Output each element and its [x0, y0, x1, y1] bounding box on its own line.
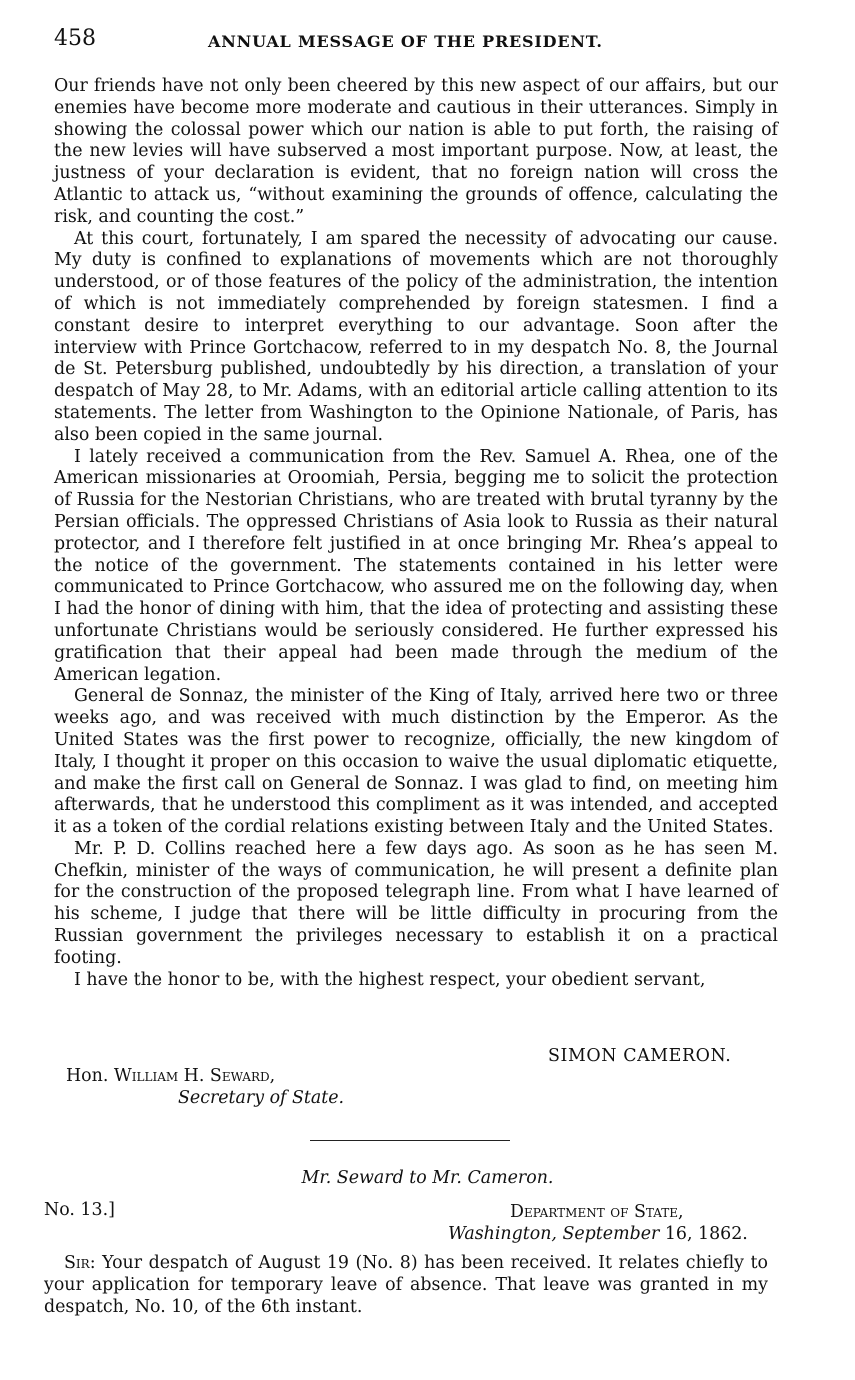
- page-number: 458: [54, 26, 96, 51]
- paragraph-4: General de Sonnaz, the minister of the King of Italy, arrived here two or three weeks ago, and was received with much distinction by the Emperor. As the United States was the first power to recognize, officially, the new kingdom of Italy, I thought it proper on this occasion to waive the usual diplomatic etiquette, and make the first call on General de Sonnaz. I was glad to find, on meeting him afterwards, that he understood this compliment as it was intended, and accepted it as a token of the cordial relations existing between Italy and the United States.: [54, 686, 778, 838]
- signature: SIMON CAMERON.: [548, 1046, 732, 1066]
- section-divider: [310, 1140, 510, 1141]
- despatch-number: No. 13.]: [44, 1200, 115, 1220]
- salutation: Sir: [64, 1253, 90, 1273]
- department-line: Department of State,: [510, 1202, 684, 1222]
- closing-line: I have the honor to be, with the highest respect, your obedient servant,: [74, 969, 706, 990]
- letter-heading: Mr. Seward to Mr. Cameron.: [301, 1168, 554, 1188]
- addressee-hon: Hon.: [66, 1066, 109, 1086]
- reply-text: : Your despatch of August 19 (No. 8) has been received. It relates chiefly to your application for temporary leave of absence. That leave was granted in my despatch, No. 10, of the 6th instant.: [44, 1253, 768, 1317]
- reply-body: [44, 1253, 768, 1318]
- running-title: ANNUAL MESSAGE OF THE PRESIDENT.: [208, 32, 603, 51]
- paragraph-5: Mr. P. D. Collins reached here a few days ago. As soon as he has seen M. Chefkin, minister of the ways of communication, he will present a definite plan for the construction of the proposed telegraph line. From what I have learned of his scheme, I judge that there will be little difficulty in procuring from the Russian government the privileges necessary to establish it on a practical footing.: [54, 838, 778, 968]
- paragraph-1: Our friends have not only been cheered by this new aspect of our affairs, but our enemies have become more moderate and cautious in their utterances. Simply in showing the colossal power which our nation is able to put forth, the raising of the new levies will have subserved a most important purpose. Now, at least, the justness of your declaration is evident, that no foreign nation will cross the Atlantic to attack us, “without examining the grounds of offence, calculating the risk, and counting the cost.”: [54, 76, 778, 227]
- addressee-title: Secretary of State.: [178, 1088, 345, 1108]
- addressee-name: William H. Seward,: [113, 1066, 276, 1086]
- paragraph-3: I lately received a communication from the Rev. Samuel A. Rhea, one of the American missionaries at Oroomiah, Persia, begging me to solicit the protection of Russia for the Nestorian Christians, who are treated with brutal tyranny by the Persian officials. The oppressed Christians of Asia look to Russia as their natural protector, and I therefore felt justified in at once bringing Mr. Rhea’s appeal to the notice of the government. The statements contained in his letter were communicated to Prince Gortchacow, who assured me on the following day, when I had the honor of dining with him, that the idea of protecting and assisting these unfortunate Christians would be seriously considered. He further expressed his gratification that their appeal had been made through the medium of the American legation.: [54, 446, 778, 685]
- place-text: Washington, September: [448, 1224, 660, 1244]
- addressee: [66, 1066, 275, 1086]
- place-date-line: [448, 1224, 748, 1244]
- reply-paragraph: [44, 1253, 768, 1318]
- page-header: [54, 26, 774, 54]
- letter-body: [54, 76, 778, 991]
- paragraph-2: At this court, fortunately, I am spared the necessity of advocating our cause. My duty is confined to explanations of movements which are not thoroughly understood, or of those features of the policy of the administration, the intention of which is not immediately comprehended by foreign statesmen. I find a constant desire to interpret everything to our advantage. Soon after the interview with Prince Gortchacow, referred to in my despatch No. 8, the Journal de St. Petersburg published, undoubtedly by his direction, a translation of your despatch of May 28, to Mr. Adams, with an editorial article calling attention to its statements. The letter from Washington to the Opinione Nationale, of Paris, has also been copied in the same journal.: [54, 228, 778, 445]
- date-text: 16, 1862.: [659, 1224, 748, 1244]
